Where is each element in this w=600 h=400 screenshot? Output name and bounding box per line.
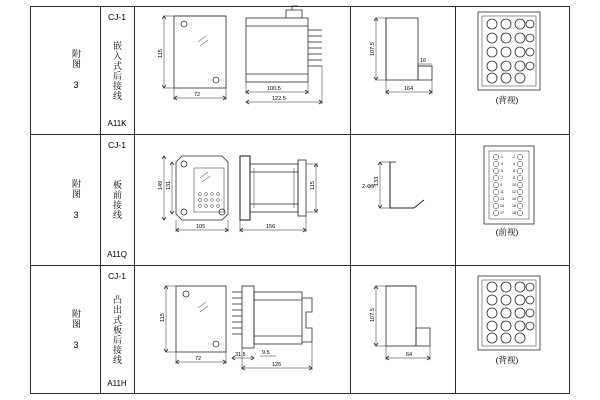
svg-text:107.5: 107.5 <box>370 308 376 322</box>
figure-label-text: 附图 3 <box>71 49 81 91</box>
row-2-bracket-view <box>356 142 452 260</box>
figure-label-row-1 <box>60 6 92 134</box>
svg-text:7: 7 <box>501 176 503 180</box>
svg-text:16: 16 <box>420 58 427 64</box>
svg-text:115: 115 <box>158 49 164 58</box>
panel-caption: (前视) <box>495 227 519 237</box>
svg-text:2: 2 <box>513 155 515 159</box>
svg-text:18: 18 <box>512 211 516 215</box>
row-1-front-view <box>136 8 348 132</box>
svg-text:1: 1 <box>501 155 503 159</box>
model-description: 凸出式板后接线 <box>112 295 122 365</box>
svg-text:15: 15 <box>500 204 504 208</box>
svg-text:72: 72 <box>194 92 201 98</box>
svg-text:2-Φ5: 2-Φ5 <box>362 184 375 190</box>
svg-text:126: 126 <box>272 362 282 368</box>
column-separator-2 <box>134 6 135 394</box>
svg-text:64: 64 <box>406 352 413 358</box>
row-1-rear-view <box>356 8 452 132</box>
svg-text:10: 10 <box>512 183 516 187</box>
figure-label-text: 附图 3 <box>71 178 81 221</box>
model-name: CJ-1 <box>108 140 126 150</box>
svg-text:13: 13 <box>500 197 504 201</box>
figure-label-row-3 <box>60 265 92 394</box>
svg-text:72: 72 <box>195 356 202 362</box>
model-name: CJ-1 <box>108 12 126 22</box>
svg-text:9: 9 <box>500 183 502 187</box>
column-separator-3 <box>350 6 351 394</box>
svg-text:3: 3 <box>501 162 503 166</box>
svg-text:115: 115 <box>310 181 316 190</box>
svg-text:133: 133 <box>374 176 380 186</box>
svg-text:149: 149 <box>158 180 164 190</box>
svg-text:31.5: 31.5 <box>235 352 246 358</box>
model-column-row-3 <box>100 265 134 394</box>
svg-text:12: 12 <box>512 190 516 194</box>
figure-label-row-2 <box>60 134 92 265</box>
row-3-terminal-panel <box>458 272 568 372</box>
row-2-terminal-panel <box>458 142 568 242</box>
svg-text:122.5: 122.5 <box>272 96 286 102</box>
model-code: A11H <box>107 379 127 388</box>
model-column-row-1 <box>100 6 134 134</box>
row-3-rear-view <box>356 272 452 390</box>
svg-text:115: 115 <box>160 313 166 322</box>
svg-text:11: 11 <box>500 190 504 194</box>
svg-text:100.5: 100.5 <box>267 86 281 92</box>
row-2-front-view <box>136 142 348 260</box>
svg-text:131: 131 <box>166 180 172 190</box>
row-1-terminal-panel <box>458 8 568 112</box>
svg-text:14: 14 <box>512 197 516 201</box>
model-description: 板前接线 <box>112 180 122 220</box>
svg-text:107.5: 107.5 <box>370 42 376 56</box>
row-3-front-view <box>136 272 348 390</box>
model-code: A11K <box>107 119 127 128</box>
model-code: A11Q <box>107 250 127 259</box>
svg-text:17: 17 <box>500 211 504 215</box>
svg-text:9.5: 9.5 <box>262 350 270 356</box>
svg-text:5: 5 <box>501 169 503 173</box>
model-name: CJ-1 <box>108 271 126 281</box>
panel-caption: (背视) <box>495 355 519 365</box>
svg-text:164: 164 <box>404 86 414 92</box>
svg-text:156: 156 <box>266 224 276 230</box>
panel-caption: (背视) <box>495 95 519 105</box>
model-column-row-2 <box>100 134 134 265</box>
svg-text:6: 6 <box>513 169 515 173</box>
figure-label-text: 附图 3 <box>71 308 81 351</box>
svg-text:4: 4 <box>513 162 515 166</box>
svg-text:8: 8 <box>513 176 515 180</box>
svg-text:105: 105 <box>196 224 206 230</box>
svg-text:16: 16 <box>512 204 516 208</box>
model-description: 嵌入式后接线 <box>112 40 122 101</box>
column-separator-4 <box>455 6 456 394</box>
